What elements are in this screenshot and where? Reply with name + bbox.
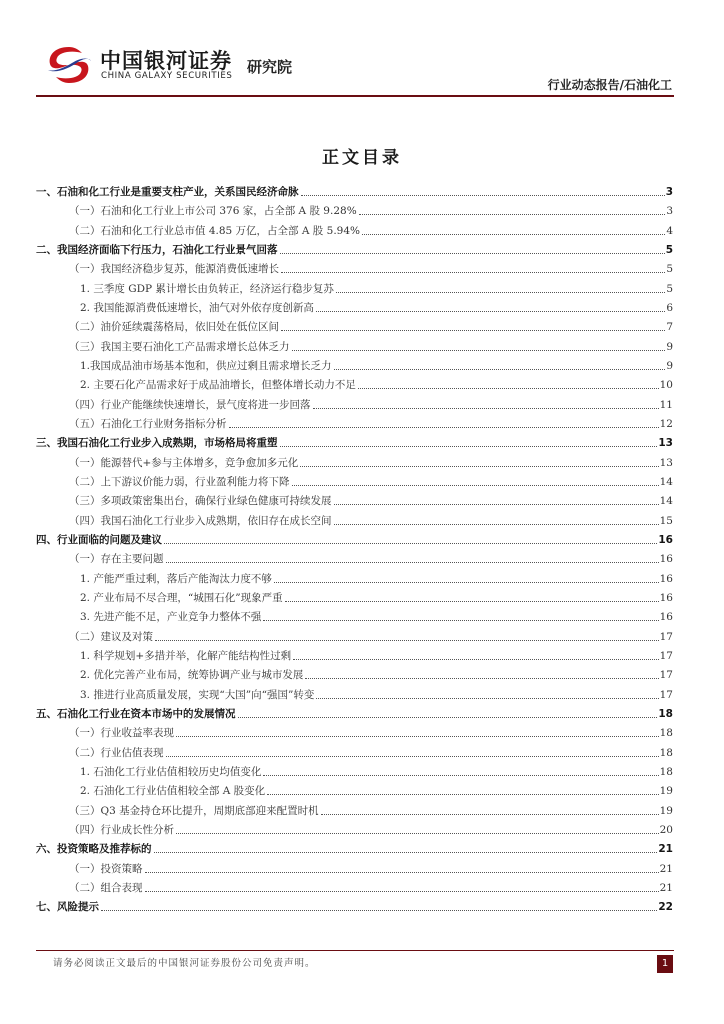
toc-dot-leader xyxy=(316,698,658,699)
toc-entry-title: 五、石油化工行业在资本市场中的发展情况 xyxy=(36,707,236,720)
toc-entry[interactable] xyxy=(36,780,673,798)
toc-entry-page: 14 xyxy=(659,475,673,488)
toc-entry-page: 17 xyxy=(659,630,673,643)
toc-dot-leader xyxy=(155,640,659,641)
toc-entry[interactable] xyxy=(36,413,673,431)
toc-entry[interactable] xyxy=(36,858,673,876)
toc-entry-title: 1. 产能严重过剩，落后产能淘汰力度不够 xyxy=(80,572,272,585)
toc-entry-title: 3. 推进行业高质量发展，实现“大国”向“强国”转变 xyxy=(80,688,315,701)
toc-entry[interactable] xyxy=(36,297,673,315)
toc-entry-page: 6 xyxy=(666,301,673,314)
toc-entry-title: 四、行业面临的问题及建议 xyxy=(36,533,162,546)
toc-dot-leader xyxy=(358,388,659,389)
toc-dot-leader xyxy=(292,485,659,486)
toc-entry-page: 3 xyxy=(665,186,673,198)
toc-entry[interactable] xyxy=(36,258,673,276)
toc-dot-leader xyxy=(359,214,666,215)
toc-entry[interactable] xyxy=(36,742,673,760)
toc-entry[interactable] xyxy=(36,587,673,605)
toc-entry-title: （二）建议及对策 xyxy=(69,630,153,643)
toc-entry-page: 9 xyxy=(666,359,673,372)
toc-dot-leader xyxy=(145,872,659,873)
galaxy-s-logo-icon xyxy=(44,44,94,86)
toc-entry-title: （一）存在主要问题 xyxy=(69,553,164,566)
toc-entry[interactable] xyxy=(36,316,673,334)
toc-entry-page: 19 xyxy=(659,804,673,817)
toc-entry[interactable] xyxy=(36,722,673,740)
toc-entry-title: 3. 先进产能不足，产业竞争力整体不强 xyxy=(80,611,262,624)
toc-entry-title: 1. 科学规划+多措并举，化解产能结构性过剩 xyxy=(80,649,292,662)
toc-entry-title: （四）行业成长性分析 xyxy=(69,823,174,836)
toc-dot-leader xyxy=(285,601,659,602)
toc-entry-title: 2. 我国能源消费低速增长，油气对外依存度创新高 xyxy=(80,301,314,314)
toc-entry-title: 1.我国成品油市场基本饱和，供应过剩且需求增长乏力 xyxy=(80,359,332,372)
toc-entry[interactable] xyxy=(36,355,673,373)
toc-entry-page: 5 xyxy=(666,282,673,295)
toc-entry[interactable] xyxy=(36,606,673,624)
toc-dot-leader xyxy=(166,756,659,757)
toc-entry[interactable] xyxy=(36,278,673,296)
toc-entry-page: 3 xyxy=(666,205,673,218)
toc-entry-title: （四）行业产能继续快速增长，景气度将进一步回落 xyxy=(69,398,311,411)
toc-entry-page: 13 xyxy=(659,456,673,469)
toc-entry-page: 22 xyxy=(658,901,673,914)
toc-dot-leader xyxy=(263,775,658,776)
toc-entry[interactable] xyxy=(36,626,673,644)
toc-entry-page: 5 xyxy=(666,263,673,276)
toc-dot-leader xyxy=(316,311,665,312)
toc-dot-leader xyxy=(238,717,658,718)
toc-entry-title: （一）能源替代+参与主体增多，竞争愈加多元化 xyxy=(69,456,299,469)
logo-research-institute: 研究院 xyxy=(247,58,293,76)
toc-entry[interactable] xyxy=(36,877,673,895)
toc-dot-leader xyxy=(166,562,659,563)
toc-entry-page: 10 xyxy=(659,379,673,392)
toc-entry-page: 18 xyxy=(659,765,673,778)
page-title: 正文目录 xyxy=(322,148,402,168)
toc-entry-page: 16 xyxy=(659,553,673,566)
toc-entry-page: 18 xyxy=(658,707,673,720)
toc-entry-page: 14 xyxy=(659,495,673,508)
toc-entry[interactable] xyxy=(36,200,673,218)
toc-entry-page: 7 xyxy=(666,321,673,334)
toc-entry-page: 9 xyxy=(666,340,673,353)
toc-entry[interactable] xyxy=(36,664,673,682)
toc-entry-title: 一、石油和化工行业是重要支柱产业，关系国民经济命脉 xyxy=(36,186,299,198)
toc-dot-leader xyxy=(292,350,666,351)
toc-entry[interactable] xyxy=(36,568,673,586)
toc-dot-leader xyxy=(334,369,666,370)
toc-entry-page: 20 xyxy=(659,823,673,836)
toc-entry-page: 17 xyxy=(659,649,673,662)
toc-entry[interactable] xyxy=(36,510,673,528)
toc-entry[interactable] xyxy=(36,471,673,489)
toc-dot-leader xyxy=(334,504,659,505)
toc-entry-page: 21 xyxy=(658,843,673,856)
toc-dot-leader xyxy=(145,891,659,892)
toc-entry-title: （一）行业收益率表现 xyxy=(69,727,174,740)
toc-entry[interactable] xyxy=(36,703,673,721)
toc-entry-page: 16 xyxy=(659,611,673,624)
logo-chinese-name: 中国银河证券 xyxy=(100,49,232,73)
toc-entry-page: 18 xyxy=(659,727,673,740)
toc-entry-title: 1. 三季度 GDP 累计增长由负转正，经济运行稳步复苏 xyxy=(80,282,334,295)
toc-entry[interactable] xyxy=(36,761,673,779)
toc-entry-title: 2. 石油化工行业估值相较全部 A 股变化 xyxy=(80,785,266,798)
toc-entry[interactable] xyxy=(36,452,673,470)
toc-dot-leader xyxy=(267,794,659,795)
toc-entry[interactable] xyxy=(36,896,673,914)
toc-entry-page: 5 xyxy=(665,243,673,256)
toc-entry-title: （二）石油和化工行业总市值 4.85 万亿，占全部 A 股 5.94% xyxy=(69,224,361,237)
toc-dot-leader xyxy=(281,330,665,331)
toc-dot-leader xyxy=(164,543,657,544)
toc-entry-page: 19 xyxy=(659,785,673,798)
toc-dot-leader xyxy=(274,582,659,583)
toc-entry[interactable] xyxy=(36,529,673,547)
toc-entry-title: （二）上下游议价能力弱，行业盈利能力将下降 xyxy=(69,475,290,488)
toc-entry[interactable] xyxy=(36,432,673,450)
toc-entry-page: 21 xyxy=(659,881,673,894)
toc-entry-page: 12 xyxy=(659,417,673,430)
toc-entry-page: 16 xyxy=(658,533,673,546)
toc-entry[interactable] xyxy=(36,838,673,856)
toc-entry-title: （一）我国经济稳步复苏，能源消费低速增长 xyxy=(69,263,279,276)
toc-entry-title: 三、我国石油化工行业步入成熟期，市场格局将重塑 xyxy=(36,437,278,450)
toc-dot-leader xyxy=(305,678,658,679)
toc-entry-title: （四）我国石油化工行业步入成熟期，依旧存在成长空间 xyxy=(69,514,332,527)
logo-english-name: CHINA GALAXY SECURITIES xyxy=(101,71,233,81)
toc-entry-page: 16 xyxy=(659,591,673,604)
toc-dot-leader xyxy=(281,272,665,273)
toc-entry[interactable] xyxy=(36,220,673,238)
toc-entry-page: 21 xyxy=(659,862,673,875)
toc-entry[interactable] xyxy=(36,394,673,412)
toc-entry-title: 1. 石油化工行业估值相较历史均值变化 xyxy=(80,765,262,778)
toc-entry-title: （三）Q3 基金持仓环比提升，周期底部迎来配置时机 xyxy=(69,804,319,817)
toc-entry[interactable] xyxy=(36,239,673,257)
toc-entry-title: （一）投资策略 xyxy=(69,862,143,875)
toc-entry[interactable] xyxy=(36,336,673,354)
toc-dot-leader xyxy=(176,833,659,834)
footer-disclaimer: 请务必阅读正文最后的中国银河证券股份公司免责声明。 xyxy=(53,958,316,969)
toc-dot-leader xyxy=(321,814,659,815)
toc-entry-title: （二）行业估值表现 xyxy=(69,746,164,759)
toc-dot-leader xyxy=(154,852,658,853)
toc-entry-page: 13 xyxy=(658,437,673,450)
toc-dot-leader xyxy=(280,253,665,254)
toc-entry[interactable] xyxy=(36,548,673,566)
toc-entry-page: 17 xyxy=(659,669,673,682)
page-number-badge: 1 xyxy=(657,955,673,973)
toc-dot-leader xyxy=(336,292,665,293)
toc-entry-page: 16 xyxy=(659,572,673,585)
toc-dot-leader xyxy=(362,234,665,235)
toc-entry-page: 18 xyxy=(659,746,673,759)
toc-entry-page: 4 xyxy=(666,224,673,237)
toc-entry-title: （三）多项政策密集出台，确保行业绿色健康可持续发展 xyxy=(69,495,332,508)
toc-dot-leader xyxy=(300,466,658,467)
header-divider xyxy=(36,95,674,97)
toc-entry[interactable] xyxy=(36,181,673,199)
toc-dot-leader xyxy=(313,408,659,409)
toc-entry-title: 六、投资策略及推荐标的 xyxy=(36,843,152,856)
toc-entry-page: 15 xyxy=(659,514,673,527)
toc-entry-title: 二、我国经济面临下行压力，石油化工行业景气回落 xyxy=(36,243,278,256)
toc-entry[interactable] xyxy=(36,800,673,818)
toc-entry-title: （二）组合表现 xyxy=(69,881,143,894)
toc-entry[interactable] xyxy=(36,645,673,663)
toc-entry-title: 七、风险提示 xyxy=(36,901,99,914)
toc-entry[interactable] xyxy=(36,684,673,702)
toc-entry[interactable] xyxy=(36,374,673,392)
report-type-label: 行业动态报告/石油化工 xyxy=(547,78,672,92)
page-header xyxy=(0,0,724,100)
toc-dot-leader xyxy=(280,446,658,447)
toc-entry-page: 17 xyxy=(659,688,673,701)
toc-entry[interactable] xyxy=(36,490,673,508)
toc-dot-leader xyxy=(229,427,659,428)
toc-dot-leader xyxy=(301,195,665,196)
toc-entry-title: （二）油价延续震荡格局，依旧处在低位区间 xyxy=(69,321,279,334)
toc-entry-title: （三）我国主要石油化工产品需求增长总体乏力 xyxy=(69,340,290,353)
toc-dot-leader xyxy=(101,910,657,911)
toc-dot-leader xyxy=(293,659,658,660)
toc-entry-title: （一）石油和化工行业上市公司 376 家，占全部 A 股 9.28% xyxy=(69,205,357,218)
toc-entry-title: 2. 主要石化产品需求好于成品油增长，但整体增长动力不足 xyxy=(80,379,356,392)
toc-entry-title: 2. 优化完善产业布局，统筹协调产业与城市发展 xyxy=(80,669,304,682)
toc-dot-leader xyxy=(334,524,659,525)
footer-divider xyxy=(36,950,674,951)
toc-entry-title: 2. 产业布局不尽合理，“城围石化”现象严重 xyxy=(80,591,283,604)
toc-entry-page: 11 xyxy=(659,398,673,411)
toc-dot-leader xyxy=(263,620,658,621)
toc-dot-leader xyxy=(176,736,659,737)
toc-entry-title: （五）石油化工行业财务指标分析 xyxy=(69,417,227,430)
toc-entry[interactable] xyxy=(36,819,673,837)
